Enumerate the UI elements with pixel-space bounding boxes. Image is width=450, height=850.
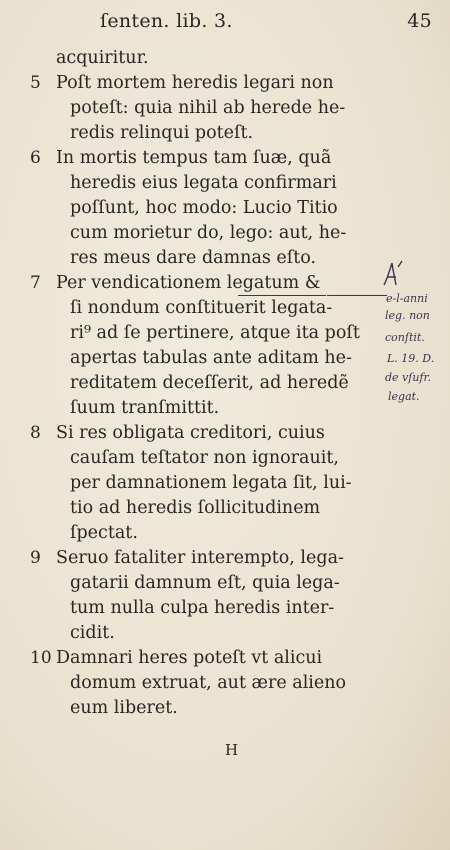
running-head-title: ſenten. lib. 3.: [100, 10, 233, 32]
line-text: per damnationem legata ſit, lui-: [70, 473, 352, 493]
text-line: [0, 221, 450, 246]
text-line: [0, 96, 450, 121]
paragraph-number: 10: [30, 648, 52, 668]
text-line: [0, 646, 450, 671]
text-line: [0, 321, 450, 346]
line-text: gatarii damnum eſt, quia lega-: [70, 573, 340, 593]
margin-annotation: legat.: [388, 390, 420, 403]
line-text: cum morietur do, lego: aut, he-: [70, 223, 347, 243]
line-text: Per vendicationem legatum &: [56, 273, 321, 293]
line-text: acquiritur.: [56, 48, 149, 68]
margin-annotation: L. 19. D.: [387, 352, 435, 365]
text-line: [0, 296, 450, 321]
text-line: [0, 696, 450, 721]
line-text: cidit.: [70, 623, 115, 643]
text-line: [0, 196, 450, 221]
line-text: ſi nondum conſtituerit legata-: [70, 298, 333, 318]
text-line: [0, 46, 450, 71]
line-text: res meus dare damnas eſto.: [70, 248, 317, 268]
text-line: [0, 621, 450, 646]
text-line: [0, 596, 450, 621]
margin-annotation: de vſufr.: [385, 371, 432, 384]
text-line: [0, 546, 450, 571]
line-text: apertas tabulas ante aditam he-: [70, 348, 352, 368]
paragraph-number: 8: [30, 423, 41, 443]
line-text: poſſunt, hoc modo: Lucio Titio: [70, 198, 338, 218]
line-text: In mortis tempus tam ſuæ, quã: [56, 148, 332, 168]
text-line: [0, 171, 450, 196]
line-text: ſuum tranſmittit.: [70, 398, 220, 418]
handwritten-underline: [327, 295, 387, 296]
text-line: [0, 396, 450, 421]
text-line: [0, 121, 450, 146]
text-line: [0, 446, 450, 471]
text-line: [0, 671, 450, 696]
paragraph-number: 6: [30, 148, 41, 168]
line-text: tio ad heredis ſollicitudinem: [70, 498, 321, 518]
text-line: [0, 471, 450, 496]
margin-annotation: conſtit.: [385, 331, 425, 344]
page-number: 45: [407, 10, 432, 32]
line-text: ſpectat.: [70, 523, 138, 543]
text-line: [0, 371, 450, 396]
paragraph-number: 9: [30, 548, 41, 568]
line-text: eum liberet.: [70, 698, 178, 718]
line-text: Seruo fataliter interempto, lega-: [56, 548, 344, 568]
line-text: Damnari heres poteſt vt alicui: [56, 648, 323, 668]
paragraph-number: 7: [30, 273, 41, 293]
line-text: domum extruat, aut ære alieno: [70, 673, 347, 693]
line-text: reditatem deceſſerit, ad heredẽ: [70, 373, 349, 393]
text-line: [0, 346, 450, 371]
line-text: Si res obligata creditori, cuius: [56, 423, 325, 443]
handwritten-mark-icon: [380, 259, 406, 293]
text-line: [0, 521, 450, 546]
line-text: ri⁹ ad ſe pertinere, atque ita poſt: [70, 323, 360, 343]
paragraph-number: 5: [30, 73, 41, 93]
line-text: Poſt mortem heredis legari non: [56, 73, 334, 93]
line-text: tum nulla culpa heredis inter-: [70, 598, 335, 618]
margin-annotation: e-l-anni: [386, 292, 428, 305]
line-text: poteſt: quia nihil ab herede he-: [70, 98, 346, 118]
text-line: [0, 146, 450, 171]
handwritten-underline: [238, 295, 326, 296]
line-text: heredis eius legata confirmari: [70, 173, 337, 193]
text-line: [0, 421, 450, 446]
running-head: [100, 10, 438, 40]
signature-mark: H: [225, 741, 240, 759]
line-text: redis relinqui poteſt.: [70, 123, 254, 143]
text-line: [0, 496, 450, 521]
margin-annotation: leg. non: [385, 309, 430, 322]
text-line: [0, 71, 450, 96]
text-line: [0, 571, 450, 596]
line-text: cauſam teſtator non ignorauit,: [70, 448, 339, 468]
